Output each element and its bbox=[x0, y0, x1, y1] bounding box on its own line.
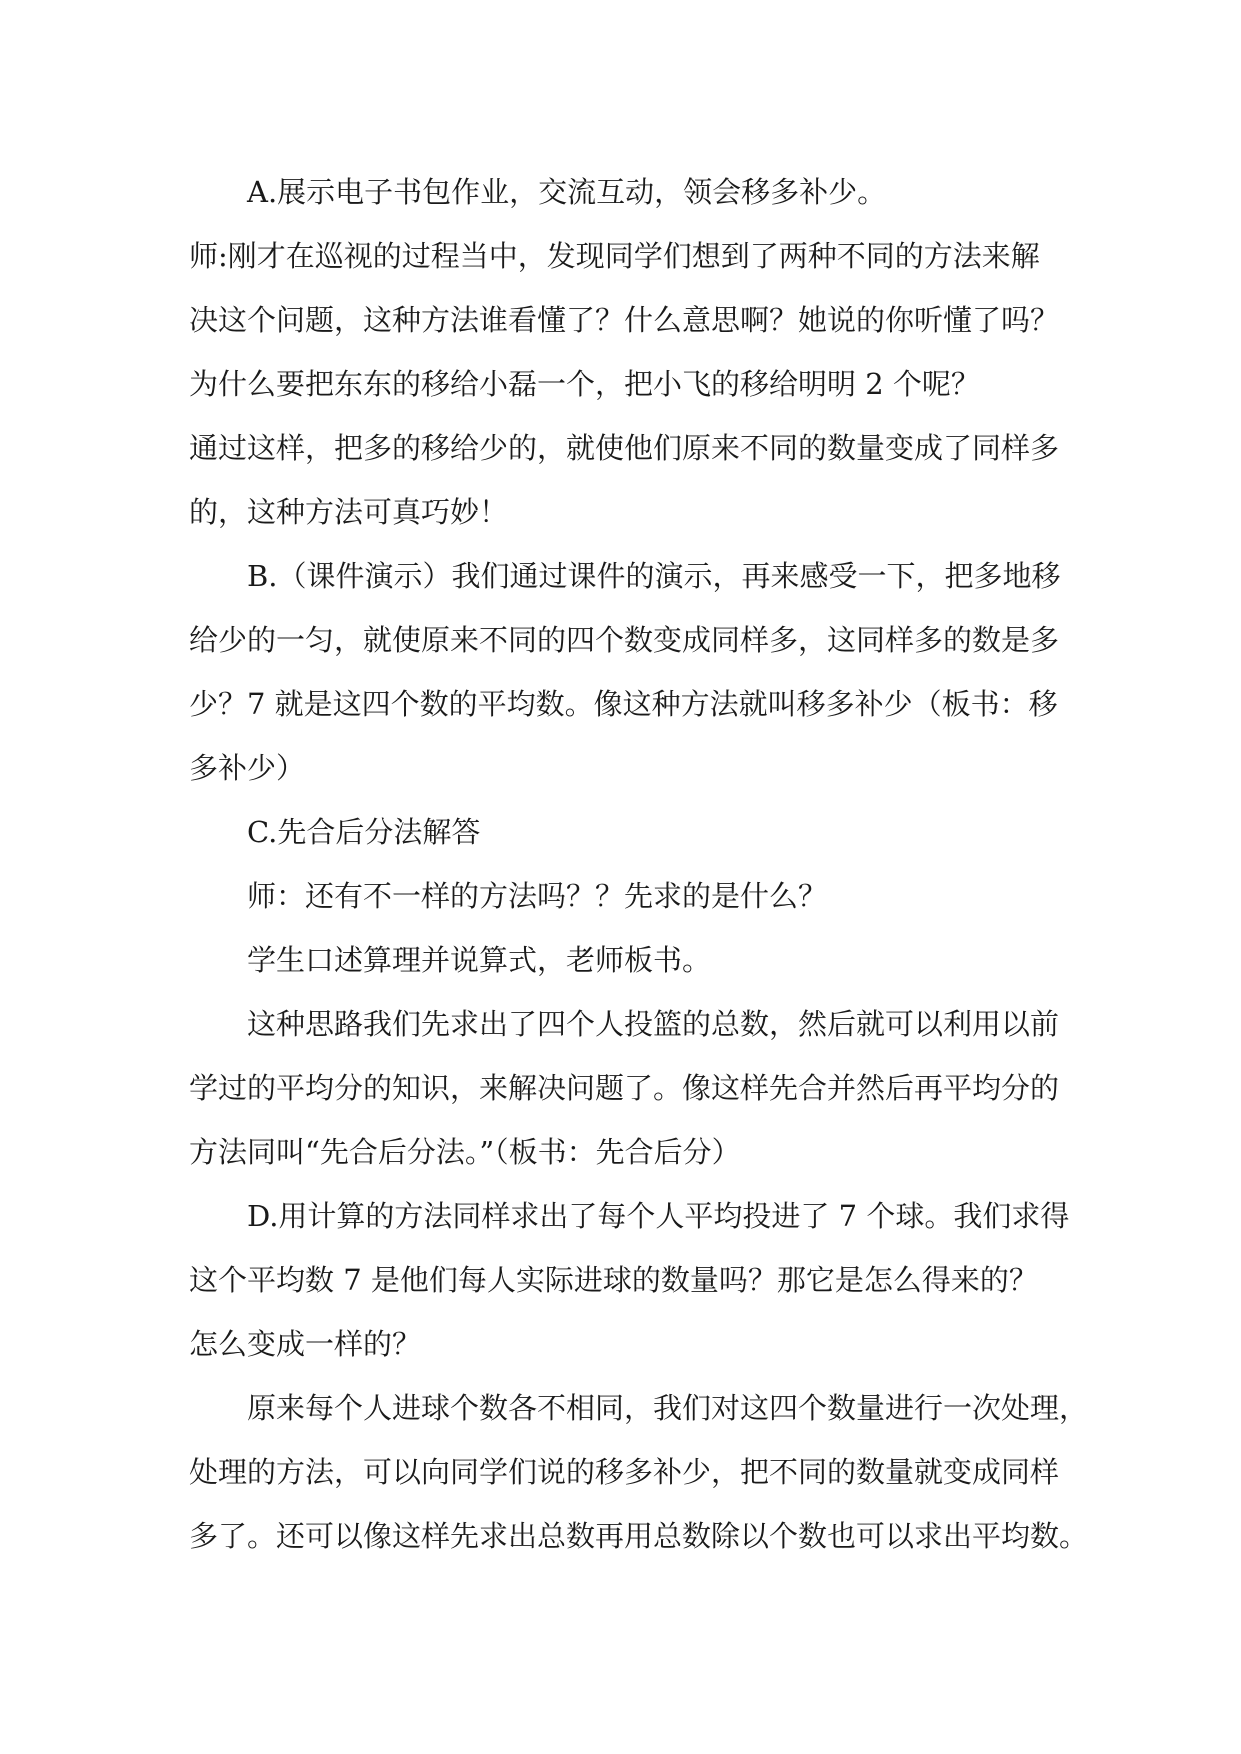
text-line: 少？7 就是这四个数的平均数。像这种方法就叫移多补少（板书：移 bbox=[189, 687, 1058, 721]
text-line: 多补少） bbox=[189, 751, 306, 785]
paragraph-approach bbox=[189, 992, 1069, 1184]
text-line: A.展示电子书包作业，交流互动，领会移多补少。 bbox=[247, 175, 887, 209]
text-line: 给少的一匀，就使原来不同的四个数变成同样多，这同样多的数是多 bbox=[189, 623, 1060, 657]
text-line: 为什么要把东东的移给小磊一个，把小飞的移给明明 2 个呢？ bbox=[189, 367, 980, 401]
text-line: B.（课件演示）我们通过课件的演示，再来感受一下，把多地移 bbox=[247, 559, 1061, 593]
paragraph-teacher-question bbox=[189, 224, 1069, 416]
paragraph-teacher-ask bbox=[189, 864, 1069, 928]
text-line: 学过的平均分的知识，来解决问题了。像这样先合并然后再平均分的 bbox=[189, 1071, 1060, 1105]
text-line: 决这个问题，这种方法谁看懂了？什么意思啊？她说的你听懂了吗？ bbox=[189, 303, 1060, 337]
paragraph-c bbox=[189, 800, 1069, 864]
text-line: 通过这样，把多的移给少的，就使他们原来不同的数量变成了同样多 bbox=[189, 431, 1060, 465]
text-line: 这种思路我们先求出了四个人投篮的总数，然后就可以利用以前 bbox=[247, 1007, 1060, 1041]
text-line: 师：还有不一样的方法吗？？先求的是什么？ bbox=[247, 879, 828, 913]
paragraph-summary bbox=[189, 1376, 1089, 1568]
text-line: 处理的方法，可以向同学们说的移多补少，把不同的数量就变成同样 bbox=[189, 1455, 1060, 1489]
paragraph-student-oral bbox=[189, 928, 1069, 992]
text-line: 这个平均数 7 是他们每人实际进球的数量吗？那它是怎么得来的？ bbox=[189, 1263, 1038, 1297]
paragraph-explanation bbox=[189, 416, 1069, 544]
text-line: 方法同叫“先合后分法。”（板书：先合后分） bbox=[189, 1135, 741, 1169]
text-line: D.用计算的方法同样求出了每个人平均投进了 7 个球。我们求得 bbox=[247, 1199, 1070, 1233]
paragraph-a bbox=[189, 160, 1069, 224]
text-line: 的，这种方法可真巧妙！ bbox=[189, 495, 509, 529]
text-line: 原来每个人进球个数各不相同，我们对这四个数量进行一次处理， bbox=[247, 1391, 1089, 1425]
text-line: C.先合后分法解答 bbox=[247, 815, 481, 849]
text-line: 学生口述算理并说算式，老师板书。 bbox=[247, 943, 712, 977]
paragraph-d bbox=[189, 1184, 1069, 1376]
text-line: 怎么变成一样的？ bbox=[189, 1327, 422, 1361]
text-line: 师:刚才在巡视的过程当中，发现同学们想到了两种不同的方法来解 bbox=[189, 239, 1040, 273]
paragraph-b bbox=[189, 544, 1069, 800]
text-line: 多了。还可以像这样先求出总数再用总数除以个数也可以求出平均数。 bbox=[189, 1519, 1089, 1553]
document-body bbox=[189, 160, 1089, 1568]
